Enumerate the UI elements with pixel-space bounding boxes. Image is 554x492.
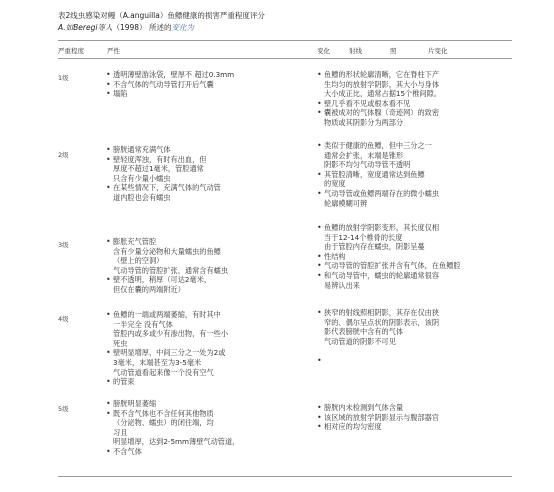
list-item: • 膀胱明显萎缩 bbox=[106, 399, 302, 409]
list-item: • 塌陷 bbox=[106, 89, 302, 99]
list-item: 气动管道看起来像一个没有空气 bbox=[113, 367, 214, 377]
list-item: 的宽度 bbox=[324, 179, 346, 189]
list-item: • 膀胱通常充满气体 bbox=[106, 145, 302, 155]
grade-label: 3级 bbox=[58, 241, 69, 249]
list-item: • 其管腔清晰，宽度通常达到鱼鳔 bbox=[317, 170, 513, 180]
right-cell bbox=[317, 70, 513, 128]
header-grade: 严重程度 bbox=[58, 47, 84, 55]
list-item: 大小成正比，通常占据15个椎间隙。 bbox=[324, 89, 441, 99]
list-item: • 膨胀充气管腔 bbox=[106, 237, 302, 247]
left-cell bbox=[106, 237, 302, 295]
list-item: • 鱼鳔的放射学阴影变形，其长度仅相 bbox=[317, 223, 513, 233]
list-item: 明显增厚，达到2-5mm薄壁气动管道， bbox=[113, 437, 240, 447]
table-title: 表2线虫感染对鳗（A.anguilla）鱼鳔健康的损害严重程度评分 bbox=[58, 11, 265, 20]
header-left: 严性 bbox=[107, 47, 120, 55]
list-item: 只含有少量小蠕虫 bbox=[113, 173, 171, 183]
list-item: 含有少量分泌物和大量蠕虫的鱼鳔 bbox=[113, 246, 221, 256]
header-right-1: 变化 bbox=[317, 47, 330, 55]
list-item: 习且 bbox=[113, 427, 128, 437]
header-right-4: 片变化 bbox=[428, 47, 448, 55]
list-item: • 该区域的放射学阴影显示与腹部器官 bbox=[317, 413, 513, 423]
list-item: • 壁明显增厚，中间三分之一处为2或 bbox=[106, 348, 302, 358]
list-item: • 气动导管或鱼鳔两端存在的微小蠕虫 bbox=[317, 189, 513, 199]
grade-label: 4级 bbox=[58, 315, 69, 323]
list-item: 3毫米，末端甚至为3-5毫米 bbox=[113, 357, 202, 367]
table-subtitle bbox=[58, 22, 194, 33]
list-item: 影代表膀胱中含有的气体 bbox=[324, 327, 404, 337]
list-item: 由于管腔内存在蠕虫，阴影呈蔓 bbox=[324, 242, 425, 252]
list-item: • 囊被成对的气体腺（奇迹网）的致密 bbox=[317, 108, 513, 118]
list-item bbox=[317, 356, 513, 366]
list-item: 易辨认出来 bbox=[324, 280, 360, 290]
list-item: 通常会扩张，末端是锥形 bbox=[324, 150, 404, 160]
header-rule bbox=[58, 58, 512, 59]
header-right-2: 射线 bbox=[349, 47, 362, 55]
left-cell bbox=[106, 145, 302, 203]
list-item: • 膀胱内未检测到气体含量 bbox=[317, 403, 513, 413]
right-cell bbox=[317, 223, 513, 290]
list-item: • 既不含气体也不含任何其他物质 bbox=[106, 409, 302, 419]
list-item: 阴影不均匀气动导管不透明 bbox=[324, 160, 411, 170]
list-item: • 壁几乎看不见或根本看不见 bbox=[317, 99, 513, 109]
list-item bbox=[317, 346, 513, 356]
right-cell bbox=[317, 308, 513, 366]
list-item: • 气动导管的管腔扩张并含有气体，在鱼鳔腔 bbox=[317, 261, 513, 271]
list-item: （分泌物、蠕虫）的闭住端，均 bbox=[113, 418, 214, 428]
list-item: • 鱼鳔的一端或两端萎缩，有时其中 bbox=[106, 310, 302, 320]
list-item: • 不含气体的气动导管打开后气囊 bbox=[106, 80, 302, 90]
header-right-3: 照 bbox=[390, 47, 397, 55]
left-cell bbox=[106, 399, 302, 457]
subtitle-suffix: 所述的 bbox=[148, 23, 172, 32]
list-item: 厚度不超过1毫米，管腔通常 bbox=[113, 164, 204, 174]
list-item: • 性结构 bbox=[317, 252, 513, 262]
list-item: （壁上的空洞） bbox=[113, 256, 164, 266]
list-item: 轮廓模糊可辨 bbox=[324, 198, 368, 208]
subtitle-authors: A.如Beregi等人 bbox=[58, 23, 113, 32]
list-item: 物质或其阴影分为两部分 bbox=[324, 117, 404, 127]
list-item: 生均匀的放射学阴影，其大小与身体 bbox=[324, 79, 440, 89]
list-item: • 相对应的均匀密度 bbox=[317, 422, 513, 432]
list-item: • 鱼鳔的形状轮廓清晰，它在脊柱下产 bbox=[317, 70, 513, 80]
grade-label: 2级 bbox=[58, 151, 69, 159]
list-item: 管腔内或多或少有渗出物，有一些小 bbox=[113, 329, 229, 339]
list-item: • 在某些情况下，充满气体的气动管 bbox=[106, 183, 302, 193]
list-item: • 的管束 bbox=[106, 377, 302, 387]
list-item: • 透明薄壁游泳袋，壁厚不 超过0.3mm bbox=[106, 70, 302, 80]
list-item: 气动导管的管腔扩张，通常含有蠕虫 bbox=[113, 265, 229, 275]
right-cell bbox=[317, 403, 513, 432]
list-item: 道内腔也会有蠕虫 bbox=[113, 192, 171, 202]
subtitle-link[interactable]: 变化为 bbox=[171, 23, 194, 32]
list-item: • 和气动导管中，蠕虫的轮廓通常很容 bbox=[317, 271, 513, 281]
list-item: 窄的、偶尔呈点状的阴影表示，该阴 bbox=[324, 317, 440, 327]
left-cell bbox=[106, 70, 302, 99]
list-item: • 狭窄的射线照相阴影，其存在仅由狭 bbox=[317, 308, 513, 318]
subtitle-year: （1998） bbox=[112, 23, 147, 32]
list-item: 但仅在囊的两端附近） bbox=[113, 284, 185, 294]
list-item: • 壁轻度浑浊，有时有出血，但 bbox=[106, 155, 302, 165]
list-item: • 壁不透明，稍厚（可达2毫米， bbox=[106, 275, 302, 285]
bottom-rule bbox=[58, 476, 512, 477]
grade-label: 5级 bbox=[58, 405, 69, 413]
right-cell bbox=[317, 141, 513, 208]
list-item: • 类似于健康的鱼鳔，但中三分之一 bbox=[317, 141, 513, 151]
top-rule bbox=[58, 40, 512, 41]
list-item: 气动管道的阴影不可见 bbox=[324, 336, 396, 346]
list-item: 一半完全 没有气体 bbox=[113, 319, 173, 329]
list-item: • 不含气体 bbox=[106, 447, 302, 457]
left-cell bbox=[106, 310, 302, 387]
list-item: 当于12-14个椎骨的长度 bbox=[324, 232, 403, 242]
list-item: 死虫 bbox=[113, 338, 128, 348]
grade-label: 1级 bbox=[58, 74, 69, 82]
